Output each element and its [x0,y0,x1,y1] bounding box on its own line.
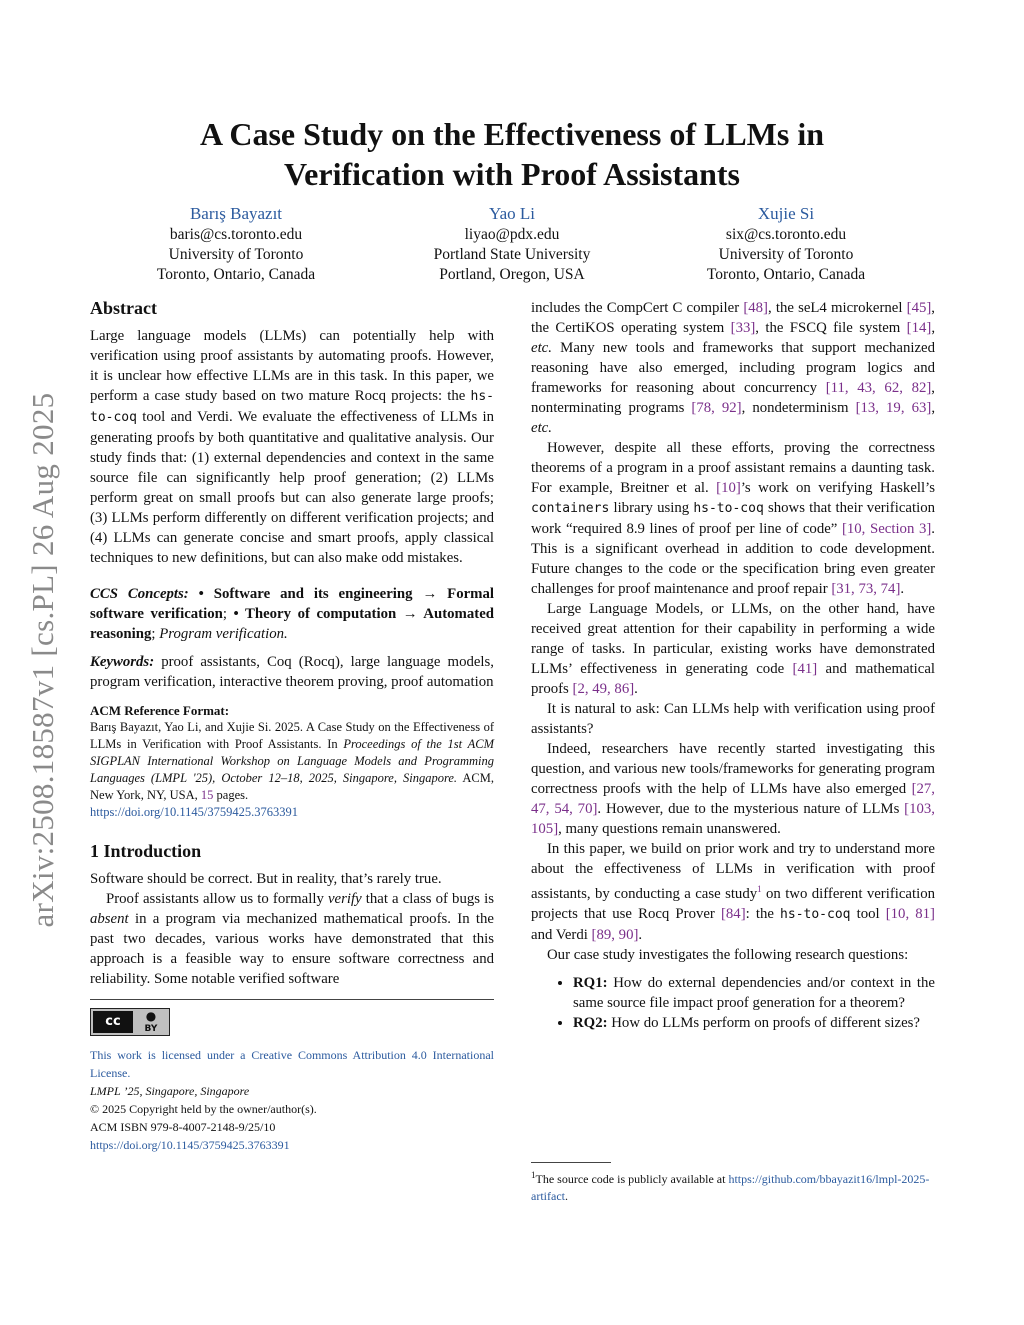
author-2 [362,203,662,285]
citation-link[interactable]: [13, 19, 63] [855,400,932,416]
citation-link[interactable]: [48] [743,300,768,316]
abstract-text: Large language models (LLMs) can potentially help with verification using proof assistants by automating proofs. However, it is unclear how effective LLMs are in this task. In this paper, we perform a case study based on two mature Rocq projects: the hs-to-coq tool and Verdi. We evaluate the effectiveness of LLMs in generating proofs by both quantitative and qualitative analysis. Our study finds that: (1) external dependencies and context in the same source file can significantly help proof generation; (2) LLMs perform great on small proofs but can also generate large proofs; (3) LLMs perform differently on different verification projects; and (4) LLMs can generate concise and smart proofs, apply classical techniques to new definitions, but can also make odd mistakes. [90,328,494,566]
citation-link[interactable]: [10, Section 3] [841,521,932,537]
doi-link[interactable]: https://doi.org/10.1145/3759425.3763391 [90,805,298,819]
acm-reference-text: Barış Bayazıt, Yao Li, and Xujie Si. 2025. A Case Study on the Effectiveness of LLMs in Verification with Proof Assistants. In Proceedings of the 1st ACM SIGPLAN International Workshop on Language Models and Programming Languages (LMPL '25), October 12–18, 2025, Singapore, Singapore. ACM, New York, NY, USA, 15 pages. https://doi.org/10.1145/3759425.3763391 [90,720,494,819]
right-paragraph-5: Indeed, researchers have recently started investigating this question, and various new tools/frameworks for generating program correctness proofs with the help of LLMs have also emerged [27, 47, 54, 70]. However, due to the mysterious nature of LLMs [103, 105], many questions remain unanswered. [531,741,935,837]
author-email: baris@cs.toronto.edu [169,226,303,243]
author-location: Toronto, Ontario, Canada [156,266,316,283]
author-affiliation: University of Toronto [718,246,854,263]
author-block [90,203,934,293]
right-column [531,298,935,1033]
github-link[interactable]: https://github.com/bbayazit16/lmpl-2025-artifact [531,1172,930,1203]
license-doi-link[interactable]: https://doi.org/10.1145/3759425.3763391 [90,1138,290,1152]
author-1 [86,203,386,285]
citation-link[interactable]: [14] [906,320,932,336]
citation-link[interactable]: [103, 105] [531,801,935,837]
pages-link[interactable]: 15 [200,788,214,802]
ccs-concepts: CCS Concepts: • Software and its engineering → Formal software verification; • Theory of computation → Automated reasoning; Program verification. [90,586,494,642]
author-location: Toronto, Ontario, Canada [706,266,866,283]
intro-paragraph-2: Proof assistants allow us to formally verify that a class of bugs is absent in a program via mechanized mathematical proofs. In the past two decades, various works have demonstrated that this approach is a feasible way to ensure software correctness and reliability. Some notable verified software [90,891,494,987]
citation-link[interactable]: [84] [720,905,746,922]
by-icon: ● BY [144,1009,158,1034]
author-email: liyao@pdx.edu [464,226,560,243]
right-paragraph-2: However, despite all these efforts, proving the correctness theorems of a program in a proof assistant remains a daunting task. For example, Breitner et al. [10]’s work on verifying Haskell’s containers library using hs-to-coq shows that their verification work “required 8.9 lines of proof per line of code” [10, Section 3]. This is a significant overhead in addition to code development. Future changes to the code or the specification bring even greater challenges for proof maintenance and proof repair [31, 73, 74]. [531,440,935,597]
venue: LMPL ’25, Singapore, Singapore [90,1084,250,1098]
footnote-marker[interactable]: 1 [757,884,762,894]
author-affiliation: Portland State University [433,246,591,263]
citation-link[interactable]: [78, 92] [691,400,742,416]
citation-link[interactable]: [41] [792,661,818,677]
citation-link[interactable]: [45] [906,300,932,316]
author-email: six@cs.toronto.edu [725,226,847,243]
right-paragraph-7: Our case study investigates the following research questions: [547,946,909,963]
footnote-text: $^1$The source code is publicly available at https://github.com/bbayazit16/lmpl-2025-artifact. [531,1170,930,1203]
intro-paragraph-1: Software should be correct. But in reality, that’s rarely true. [90,871,442,887]
right-paragraph-1: includes the CompCert C compiler [48], the seL4 microkernel [45], the CertiKOS operating system [33], the FSCQ file system [14], etc. Many new tools and frameworks that support mechanized reasoning have also emerged, including program logics and frameworks for reasoning about concurrency [11, 43, 62, 82], nonterminating programs [78, 92], nondeterminism [13, 19, 63], etc. [531,300,936,436]
arxiv-sidebar [25,370,60,950]
code-hs-to-coq: hs-to-coq [90,389,494,425]
citation-link[interactable]: [2, 49, 86] [572,681,635,697]
introduction-heading: 1 Introduction [90,841,202,861]
license-link[interactable]: This work is licensed under a Creative Commons Attribution 4.0 International License. [90,1048,494,1080]
acm-reference-label: ACM Reference Format: [90,703,230,718]
footnote-divider [531,1162,611,1163]
citation-link[interactable]: [33] [730,320,756,336]
citation-link[interactable]: [11, 43, 62, 82] [825,380,932,396]
keywords: Keywords: proof assistants, Coq (Rocq), large language models, program verification, interactive theorem proving, proof automation [90,654,494,690]
citation-link[interactable]: [31, 73, 74] [831,581,901,597]
citation-link[interactable]: [89, 90] [591,926,639,943]
title-line-2: Verification with Proof Assistants [284,156,740,192]
left-column [90,296,494,1154]
right-paragraph-3: Large Language Models, or LLMs, on the other hand, have received great attention for their capability in performing a wide range of tasks. In particular, existing works have demonstrated LLMs’ effectiveness in generating code [41] and mathematical proofs [2, 49, 86]. [531,601,935,697]
paper-title [90,114,934,194]
cc-icon: cc [93,1011,133,1033]
author-name[interactable]: Barış Bayazıt [189,204,283,223]
cc-by-badge[interactable] [90,1008,170,1036]
author-affiliation: University of Toronto [168,246,304,263]
abstract-heading: Abstract [90,298,157,318]
list-item: • RQ1: How do external dependencies and/or context in the same source file impact proof generation for a theorem? [573,973,935,1013]
author-name[interactable]: Xujie Si [757,204,815,223]
author-3 [636,203,936,285]
title-line-1: A Case Study on the Effectiveness of LLMs in [199,116,824,152]
author-name[interactable]: Yao Li [489,204,535,223]
citation-link[interactable]: [10, 81] [885,905,935,922]
acm-reference [90,702,494,821]
inline-code: hs-to-coq [693,501,764,516]
license-info [90,1046,494,1154]
author-location: Portland, Oregon, USA [439,266,585,283]
footnote [531,1162,935,1205]
license-divider [90,999,494,1000]
arxiv-identifier: arXiv:2508.18587v1 [cs.PL] 26 Aug 2025 [25,392,60,928]
citation-link[interactable]: [10] [716,480,741,496]
isbn: ACM ISBN 979-8-4007-2148-9/25/10 [90,1120,276,1134]
right-paragraph-4: It is natural to ask: Can LLMs help with verification using proof assistants? [531,701,935,737]
list-item: • RQ2: How do LLMs perform on proofs of different sizes? [573,1013,935,1033]
research-questions [531,973,935,1033]
right-paragraph-6: In this paper, we build on prior work and try to understand more about the effectiveness of LLMs in verification with proof assistants, by conducting a case study$^1$ on two different verification projects that use Rocq Prover [84]: the hs-to-coq tool [10, 81] and Verdi [89, 90]. [531,841,936,943]
copyright: © 2025 Copyright held by the owner/author(s). [90,1102,317,1116]
inline-code: hs-to-coq [780,906,851,922]
citation-link[interactable]: [27, 47, 54, 70] [531,781,935,817]
inline-code: containers [531,501,610,516]
